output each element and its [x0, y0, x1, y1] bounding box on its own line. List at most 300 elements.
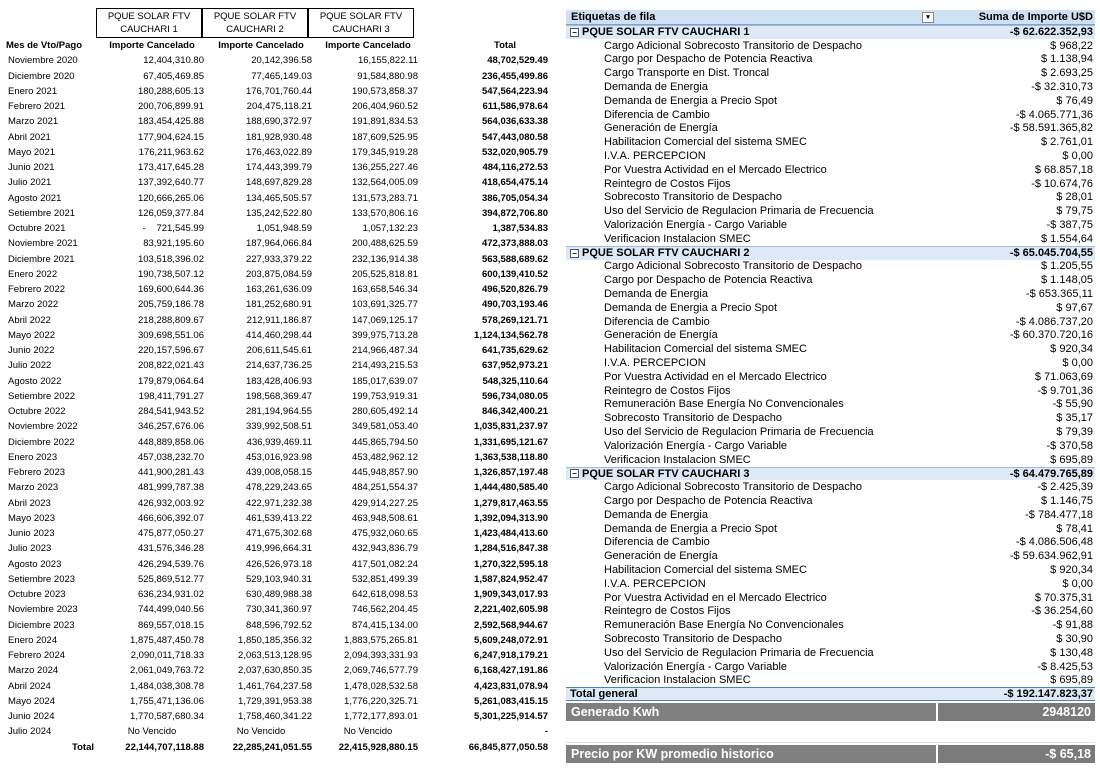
collapse-icon[interactable]: − — [570, 28, 579, 37]
month-cell[interactable]: Octubre 2022 — [8, 406, 66, 418]
total-cell[interactable]: 1,326,857,197.48 — [474, 467, 548, 479]
pivot-item-row[interactable] — [566, 522, 1095, 536]
month-cell[interactable]: Marzo 2024 — [8, 665, 59, 677]
col3-cell[interactable]: 199,753,919.31 — [351, 390, 418, 402]
col2-cell[interactable]: 212,911,186.87 — [246, 314, 312, 326]
pivot-item-row[interactable] — [566, 273, 1095, 287]
col3-cell[interactable]: 163,658,546.34 — [351, 284, 418, 296]
month-cell[interactable]: Octubre 2023 — [8, 589, 66, 601]
grand-total-value[interactable]: -$ 192.147.823,37 — [1003, 688, 1093, 701]
pivot-item-row[interactable] — [566, 508, 1095, 522]
total-cell[interactable]: 490,703,193.46 — [481, 299, 548, 311]
row-labels-header[interactable]: Etiquetas de fila — [571, 11, 656, 23]
total-cell[interactable]: 1,423,484,413.60 — [474, 528, 548, 540]
col3-cell[interactable]: 179,345,919.28 — [351, 146, 418, 158]
col3-cell[interactable]: 214,493,215.53 — [351, 360, 418, 372]
col2-cell[interactable]: 203,875,084.59 — [245, 268, 312, 280]
total-cell[interactable]: - — [544, 726, 548, 738]
total-cell[interactable]: 611,586,978.64 — [482, 101, 548, 113]
col1-cell[interactable]: 346,257,676.06 — [137, 421, 204, 433]
col2-cell[interactable]: 630,489,988.38 — [245, 589, 312, 601]
col2-cell[interactable]: No Vencido — [236, 726, 286, 738]
total-cell[interactable]: 5,609,248,072.91 — [474, 634, 548, 646]
col1-cell[interactable]: 176,211,963.62 — [138, 146, 204, 158]
month-cell[interactable]: Noviembre 2023 — [8, 604, 78, 616]
pivot-item-row[interactable] — [566, 480, 1095, 494]
col2-cell[interactable]: 227,933,379.22 — [245, 253, 312, 265]
precio-value[interactable]: -$ 65,18 — [936, 745, 1095, 763]
col3-cell[interactable]: 2,069,746,577.79 — [344, 665, 418, 677]
col2-cell[interactable]: 419,996,664.31 — [245, 543, 312, 555]
col2-cell[interactable]: 183,428,406.93 — [245, 375, 312, 387]
total-cell[interactable]: 1,363,538,118.80 — [474, 451, 548, 463]
total-cell[interactable]: 547,564,223.94 — [481, 85, 548, 97]
month-cell[interactable]: Noviembre 2020 — [8, 55, 78, 67]
col3-cell[interactable]: 1,772,177,893.01 — [344, 711, 418, 723]
pivot-item-row[interactable] — [566, 80, 1095, 94]
pivot-item-row[interactable] — [566, 618, 1095, 632]
pivot-item-row[interactable] — [566, 66, 1095, 80]
pivot-item-row[interactable] — [566, 453, 1095, 467]
total-cell[interactable]: 1,392,094,313.90 — [474, 512, 548, 524]
pivot-item-row[interactable] — [566, 411, 1095, 425]
month-cell[interactable]: Febrero 2023 — [8, 467, 66, 479]
col3-cell[interactable]: 1,883,575,265.81 — [344, 634, 418, 646]
col1-cell[interactable]: 475,877,050.27 — [137, 528, 204, 540]
month-cell[interactable]: Octubre 2021 — [8, 223, 66, 235]
pivot-item-row[interactable] — [566, 660, 1095, 674]
col1-header[interactable]: Importe Cancelado — [109, 40, 195, 52]
pivot-item-row[interactable] — [566, 494, 1095, 508]
col1-cell[interactable]: 67,405,469.85 — [143, 70, 204, 82]
col1-cell[interactable]: No Vencido — [127, 726, 177, 738]
month-cell[interactable]: Julio 2021 — [8, 177, 52, 189]
col3-cell[interactable]: 232,136,914.38 — [351, 253, 418, 265]
month-cell[interactable]: Julio 2023 — [8, 543, 52, 555]
grand-total-label[interactable]: Total general — [570, 688, 638, 701]
month-cell[interactable]: Mayo 2024 — [8, 695, 56, 707]
col3-cell[interactable]: No Vencido — [343, 726, 393, 738]
col2-header[interactable]: Importe Cancelado — [218, 40, 304, 52]
plant-header-1[interactable] — [96, 8, 202, 38]
col2-cell[interactable]: 730,341,360.97 — [245, 604, 312, 616]
total-col3[interactable]: 22,415,928,880.15 — [338, 741, 418, 753]
sum-header[interactable]: Suma de Importe U$D — [978, 11, 1093, 23]
pivot-item-row[interactable] — [566, 218, 1095, 232]
col1-cell[interactable]: 208,822,021.43 — [137, 360, 204, 372]
col2-cell[interactable]: 461,539,413.22 — [245, 512, 312, 524]
pivot-item-row[interactable] — [566, 149, 1095, 163]
pivot-item-row[interactable] — [566, 563, 1095, 577]
col3-cell[interactable]: 874,415,134.00 — [351, 619, 418, 631]
col1-cell[interactable]: 457,038,232.70 — [137, 451, 204, 463]
item-label: Uso del Servicio de Regulacion Primaria de Frecuencia — [604, 426, 874, 438]
col1-cell[interactable]: 83,921,195.60 — [143, 238, 204, 250]
col1-cell[interactable]: 744,499,040.56 — [137, 604, 204, 616]
col1-cell[interactable]: 426,932,003.92 — [137, 497, 204, 509]
month-cell[interactable]: Febrero 2021 — [8, 101, 66, 113]
col1-cell[interactable]: 441,900,281.43 — [137, 467, 204, 479]
col1-cell[interactable]: 12,404,310.80 — [143, 55, 204, 67]
col2-cell[interactable]: 439,008,058.15 — [245, 467, 312, 479]
total-label[interactable]: Total — [72, 741, 94, 753]
col1-cell[interactable]: 1,755,471,136.06 — [130, 695, 204, 707]
col2-cell[interactable]: 471,675,302.68 — [245, 528, 312, 540]
total-cell[interactable]: 394,872,706.80 — [481, 207, 548, 219]
total-cell[interactable]: 547,443,080.58 — [481, 131, 548, 143]
month-cell[interactable]: Junio 2022 — [8, 345, 55, 357]
total-cell[interactable]: 1,387,534.83 — [492, 223, 548, 235]
month-cell[interactable]: Enero 2024 — [8, 634, 58, 646]
precio-label[interactable]: Precio por KW promedio historico — [571, 747, 774, 762]
col1-cell[interactable] — [100, 223, 210, 234]
pivot-item-row[interactable] — [566, 356, 1095, 370]
col3-cell[interactable]: 432,943,836.79 — [351, 543, 418, 555]
col3-cell[interactable]: 103,691,325.77 — [351, 299, 418, 311]
col3-cell[interactable]: 746,562,204.45 — [351, 604, 418, 616]
col3-cell[interactable]: 445,865,794.50 — [351, 436, 418, 448]
col2-cell[interactable]: 2,037,630,850.35 — [238, 665, 312, 677]
pivot-item-row[interactable] — [566, 204, 1095, 218]
total-cell[interactable]: 5,261,083,415.15 — [474, 695, 548, 707]
col3-cell[interactable]: 133,570,806.16 — [351, 207, 418, 219]
month-cell[interactable]: Mayo 2021 — [8, 146, 56, 158]
col2-cell[interactable]: 148,697,829.28 — [245, 177, 312, 189]
col1-cell[interactable]: 169,600,644.36 — [137, 284, 204, 296]
pivot-item-row[interactable] — [566, 135, 1095, 149]
total-cell[interactable]: 1,587,824,952.47 — [474, 573, 548, 585]
col3-cell[interactable]: 532,851,499.39 — [351, 573, 418, 585]
total-cell[interactable]: 596,734,080.05 — [481, 390, 548, 402]
pivot-item-row[interactable] — [566, 673, 1095, 687]
col3-cell[interactable]: 445,948,857.90 — [351, 467, 418, 479]
col2-cell[interactable]: 1,850,185,356.32 — [238, 634, 312, 646]
col1-cell[interactable]: 1,875,487,450.78 — [130, 634, 204, 646]
pivot-item-row[interactable] — [566, 549, 1095, 563]
month-cell[interactable]: Junio 2023 — [8, 528, 55, 540]
col1-cell[interactable]: 120,666,265.06 — [137, 192, 204, 204]
total-cell[interactable]: 5,301,225,914.57 — [474, 711, 548, 723]
total-cell[interactable]: 1,124,134,562.78 — [474, 329, 548, 341]
total-cell[interactable]: 386,705,054.34 — [481, 192, 548, 204]
col3-cell[interactable]: 185,017,639.07 — [351, 375, 418, 387]
total-cell[interactable]: 1,270,322,595.18 — [474, 558, 548, 570]
total-column-header[interactable]: Total — [494, 40, 516, 52]
pivot-item-row[interactable] — [566, 122, 1095, 136]
col1-cell[interactable]: 218,288,809.67 — [137, 314, 204, 326]
pivot-item-row[interactable] — [566, 591, 1095, 605]
col3-cell[interactable]: 1,478,028,532.58 — [344, 680, 418, 692]
col2-cell[interactable]: 198,568,369.47 — [245, 390, 312, 402]
col1-cell[interactable]: 2,090,011,718.33 — [130, 650, 204, 662]
col3-cell[interactable]: 463,948,508.61 — [351, 512, 418, 524]
col1-cell[interactable]: 179,879,064.64 — [137, 375, 204, 387]
total-cell[interactable]: 600,139,410.52 — [481, 268, 548, 280]
generado-label[interactable]: Generado Kwh — [571, 705, 660, 720]
col2-cell[interactable]: 214,637,736.25 — [245, 360, 312, 372]
month-cell[interactable]: Abril 2024 — [8, 680, 51, 692]
col1-cell[interactable]: 137,392,640.77 — [137, 177, 204, 189]
month-cell[interactable]: Abril 2022 — [8, 314, 51, 326]
total-cell[interactable]: 2,221,402,605.98 — [474, 604, 548, 616]
pivot-item-row[interactable] — [566, 94, 1095, 108]
month-cell[interactable]: Febrero 2024 — [8, 650, 66, 662]
month-cell[interactable]: Diciembre 2021 — [8, 253, 75, 265]
total-cell[interactable]: 1,444,480,585.40 — [474, 482, 548, 494]
pivot-item-row[interactable] — [566, 342, 1095, 356]
total-col2[interactable]: 22,285,241,051.55 — [232, 741, 312, 753]
pivot-item-row[interactable] — [566, 108, 1095, 122]
col1-cell[interactable]: 2,061,049,763.72 — [130, 665, 204, 677]
month-cell[interactable]: Setiembre 2023 — [8, 573, 76, 585]
month-cell[interactable]: Diciembre 2020 — [8, 70, 75, 82]
col3-cell[interactable]: 205,525,818.81 — [351, 268, 418, 280]
col1-cell[interactable]: 466,606,392.07 — [137, 512, 204, 524]
col2-cell[interactable]: 1,729,391,953.38 — [238, 695, 312, 707]
plant-header-2[interactable] — [202, 8, 308, 38]
month-cell[interactable]: Setiembre 2022 — [8, 390, 76, 402]
total-cell[interactable]: 564,036,633.38 — [481, 116, 548, 128]
col1-cell[interactable]: 448,889,858.06 — [137, 436, 204, 448]
pivot-item-row[interactable] — [566, 329, 1095, 343]
month-cell[interactable]: Junio 2024 — [8, 711, 55, 723]
pivot-item-row[interactable] — [566, 398, 1095, 412]
total-cell[interactable]: 846,342,400.21 — [481, 406, 548, 418]
col1-cell[interactable]: 636,234,931.02 — [137, 589, 204, 601]
total-grand[interactable]: 66,845,877,050.58 — [468, 741, 548, 753]
col3-cell[interactable]: 1,057,132.23 — [362, 223, 418, 235]
total-cell[interactable]: 578,269,121.71 — [481, 314, 548, 326]
col1-cell[interactable]: 200,706,899.91 — [137, 101, 204, 113]
col2-cell[interactable]: 188,690,372.97 — [245, 116, 312, 128]
col3-cell[interactable]: 475,932,060.65 — [351, 528, 418, 540]
col1-cell[interactable]: 183,454,425.88 — [137, 116, 204, 128]
col1-cell[interactable]: 869,557,018.15 — [137, 619, 204, 631]
col1-cell[interactable]: 180,288,605.13 — [137, 85, 204, 97]
pivot-item-row[interactable] — [566, 287, 1095, 301]
pivot-item-row[interactable] — [566, 39, 1095, 53]
month-cell[interactable]: Abril 2021 — [8, 131, 51, 143]
col2-cell[interactable]: 339,992,508.51 — [245, 421, 312, 433]
month-cell[interactable]: Julio 2022 — [8, 360, 52, 372]
pivot-item-row[interactable] — [566, 604, 1095, 618]
pivot-item-row[interactable] — [566, 232, 1095, 246]
col3-cell[interactable]: 417,501,082.24 — [351, 558, 418, 570]
total-cell[interactable]: 1,331,695,121.67 — [474, 436, 548, 448]
month-column-header[interactable]: Mes de Vto/Pago — [6, 40, 83, 52]
month-cell[interactable]: Agosto 2022 — [8, 375, 62, 387]
col2-cell[interactable]: 2,063,513,128.95 — [238, 650, 312, 662]
pivot-item-row[interactable] — [566, 163, 1095, 177]
col2-cell[interactable]: 181,928,930.48 — [245, 131, 312, 143]
plant-header-3[interactable] — [308, 8, 414, 38]
col1-cell[interactable]: 198,411,791.27 — [138, 390, 204, 402]
col2-cell[interactable]: 1,051,948.59 — [256, 223, 312, 235]
col2-cell[interactable]: 181,252,680.91 — [245, 299, 312, 311]
col2-cell[interactable]: 77,465,149.03 — [251, 70, 312, 82]
pivot-item-row[interactable] — [566, 384, 1095, 398]
pivot-group-row[interactable] — [566, 246, 1095, 260]
pivot-item-row[interactable] — [566, 315, 1095, 329]
month-cell[interactable]: Agosto 2023 — [8, 558, 62, 570]
month-cell[interactable]: Noviembre 2021 — [8, 238, 78, 250]
col3-cell[interactable]: 131,573,283.71 — [351, 192, 418, 204]
collapse-icon[interactable]: − — [570, 249, 579, 258]
pivot-item-row[interactable] — [566, 301, 1095, 315]
month-cell[interactable]: Enero 2021 — [8, 85, 58, 97]
month-cell[interactable]: Marzo 2023 — [8, 482, 59, 494]
month-cell[interactable]: Setiembre 2021 — [8, 207, 76, 219]
total-cell[interactable]: 1,035,831,237.97 — [474, 421, 548, 433]
total-cell[interactable]: 641,735,629.62 — [481, 345, 548, 357]
total-cell[interactable]: 6,247,918,179.21 — [474, 650, 548, 662]
col1-cell[interactable]: 126,059,377.84 — [137, 207, 204, 219]
col2-cell[interactable]: 453,016,923.98 — [245, 451, 312, 463]
total-cell[interactable]: 496,520,826.79 — [481, 284, 548, 296]
pivot-item-row[interactable] — [566, 191, 1095, 205]
month-cell[interactable]: Febrero 2022 — [8, 284, 66, 296]
col3-cell[interactable]: 2,094,393,331.93 — [344, 650, 418, 662]
col2-cell[interactable]: 422,971,232.38 — [245, 497, 312, 509]
col2-cell[interactable]: 135,242,522.80 — [245, 207, 312, 219]
total-cell[interactable]: 236,455,499.86 — [481, 70, 548, 82]
col2-cell[interactable]: 176,701,760.44 — [245, 85, 312, 97]
pivot-item-row[interactable] — [566, 535, 1095, 549]
col1-cell[interactable]: 103,518,396.02 — [137, 253, 204, 265]
col1-cell[interactable]: 284,541,943.52 — [137, 406, 204, 418]
col3-cell[interactable]: 214,966,487.34 — [351, 345, 418, 357]
col2-cell[interactable]: 529,103,940.31 — [245, 573, 312, 585]
col1-cell[interactable]: 220,157,596.67 — [137, 345, 204, 357]
col2-cell[interactable]: 436,939,469.11 — [246, 436, 312, 448]
col2-cell[interactable]: 187,964,066.84 — [245, 238, 312, 250]
total-cell[interactable]: 484,116,272.53 — [482, 162, 548, 174]
collapse-icon[interactable]: − — [570, 469, 579, 478]
col2-cell[interactable]: 176,463,022.89 — [245, 146, 312, 158]
total-cell[interactable]: 48,702,529.49 — [487, 55, 548, 67]
total-cell[interactable]: 563,588,689.62 — [481, 253, 548, 265]
col1-cell[interactable]: 426,294,539.76 — [137, 558, 204, 570]
col1-cell[interactable]: 173,417,645.28 — [137, 162, 204, 174]
col3-cell[interactable]: 91,584,880.98 — [357, 70, 418, 82]
col2-cell[interactable]: 848,596,792.52 — [245, 619, 312, 631]
pivot-item-row[interactable] — [566, 646, 1095, 660]
col2-cell[interactable]: 163,261,636.09 — [245, 284, 312, 296]
month-cell[interactable]: Agosto 2021 — [8, 192, 62, 204]
col3-cell[interactable]: 484,251,554.37 — [351, 482, 418, 494]
col3-cell[interactable]: 349,581,053.40 — [351, 421, 418, 433]
pivot-item-row[interactable] — [566, 425, 1095, 439]
pivot-item-row[interactable] — [566, 632, 1095, 646]
pivot-group-row[interactable] — [566, 467, 1095, 481]
month-cell[interactable]: Marzo 2022 — [8, 299, 59, 311]
month-cell[interactable]: Diciembre 2023 — [8, 619, 75, 631]
col3-cell[interactable]: 399,975,713.28 — [351, 329, 418, 341]
col3-cell[interactable]: 642,618,098.53 — [351, 589, 418, 601]
total-cell[interactable]: 2,592,568,944.67 — [474, 619, 548, 631]
filter-dropdown-icon[interactable]: ▾ — [922, 12, 934, 23]
col3-cell[interactable]: 190,573,858.37 — [351, 85, 418, 97]
month-cell[interactable]: Julio 2024 — [8, 726, 52, 738]
col3-cell[interactable]: 429,914,227.25 — [351, 497, 418, 509]
col2-cell[interactable]: 20,142,396.58 — [251, 55, 312, 67]
month-cell[interactable]: Noviembre 2022 — [8, 421, 78, 433]
col3-cell[interactable]: 147,069,125.17 — [351, 314, 418, 326]
col1-cell[interactable]: 177,904,624.15 — [137, 131, 204, 143]
col1-cell[interactable]: 205,759,186.78 — [137, 299, 204, 311]
empty-row[interactable] — [566, 723, 1095, 743]
col2-cell[interactable]: 204,475,118.21 — [246, 101, 312, 113]
col1-cell[interactable]: 1,770,587,680.34 — [130, 711, 204, 723]
pivot-item-row[interactable] — [566, 577, 1095, 591]
total-cell[interactable]: 1,284,516,847.38 — [474, 543, 548, 555]
generado-value[interactable]: 2948120 — [936, 703, 1095, 721]
col2-cell[interactable]: 1,758,460,341.22 — [238, 711, 312, 723]
total-cell[interactable]: 1,909,343,017.93 — [474, 589, 548, 601]
month-cell[interactable]: Mayo 2023 — [8, 512, 56, 524]
month-cell[interactable]: Marzo 2021 — [8, 116, 59, 128]
col2-cell[interactable]: 426,526,973.18 — [245, 558, 312, 570]
col3-cell[interactable]: 136,255,227.46 — [351, 162, 418, 174]
col3-cell[interactable]: 206,404,960.52 — [351, 101, 418, 113]
pivot-item-row[interactable] — [566, 177, 1095, 191]
pivot-group-row[interactable] — [566, 25, 1095, 39]
col2-cell[interactable]: 1,461,764,237.58 — [238, 680, 312, 692]
total-cell[interactable]: 548,325,110.64 — [482, 375, 548, 387]
col3-cell[interactable]: 280,605,492.14 — [351, 406, 418, 418]
pivot-item-row[interactable] — [566, 370, 1095, 384]
month-cell[interactable]: Enero 2022 — [8, 268, 58, 280]
col1-cell[interactable]: 1,484,038,308.78 — [130, 680, 204, 692]
total-col1[interactable]: 22,144,707,118.88 — [125, 741, 204, 753]
col1-cell[interactable]: 481,999,787.38 — [137, 482, 204, 494]
month-cell[interactable]: Junio 2021 — [8, 162, 55, 174]
total-cell[interactable]: 4,423,831,078.94 — [474, 680, 548, 692]
col3-cell[interactable]: 453,482,962.12 — [351, 451, 418, 463]
month-cell[interactable]: Abril 2023 — [8, 497, 51, 509]
pivot-item-row[interactable] — [566, 439, 1095, 453]
total-cell[interactable]: 637,952,973.21 — [481, 360, 548, 372]
col2-cell[interactable]: 134,465,505.57 — [245, 192, 312, 204]
total-cell[interactable]: 6,168,427,191.86 — [474, 665, 548, 677]
col2-cell[interactable]: 206,611,545.61 — [246, 345, 312, 357]
col2-cell[interactable]: 174,443,399.79 — [245, 162, 312, 174]
month-cell[interactable]: Diciembre 2022 — [8, 436, 75, 448]
col3-cell[interactable]: 200,488,625.59 — [351, 238, 418, 250]
month-cell[interactable]: Enero 2023 — [8, 451, 58, 463]
pivot-item-row[interactable] — [566, 260, 1095, 274]
col1-cell[interactable]: 431,576,346.28 — [137, 543, 204, 555]
total-cell[interactable]: 532,020,905.79 — [481, 146, 548, 158]
col2-cell[interactable]: 414,460,298.44 — [245, 329, 312, 341]
col1-cell[interactable]: 309,698,551.06 — [137, 329, 204, 341]
col3-cell[interactable]: 132,564,005.09 — [351, 177, 418, 189]
col3-header[interactable]: Importe Cancelado — [325, 40, 411, 52]
col3-cell[interactable]: 16,155,822.11 — [357, 55, 418, 67]
col1-cell[interactable]: 525,869,512.77 — [137, 573, 204, 585]
col2-cell[interactable]: 281,194,964.55 — [245, 406, 312, 418]
col3-cell[interactable]: 187,609,525.95 — [351, 131, 418, 143]
pivot-item-row[interactable] — [566, 53, 1095, 67]
total-cell[interactable]: 1,279,817,463.55 — [474, 497, 548, 509]
col2-cell[interactable]: 478,229,243.65 — [245, 482, 312, 494]
total-cell[interactable]: 472,373,888.03 — [481, 238, 548, 250]
col1-cell[interactable]: 190,738,507.12 — [137, 268, 204, 280]
col3-cell[interactable]: 1,776,220,325.71 — [344, 695, 418, 707]
col3-cell[interactable]: 191,891,834.53 — [351, 116, 418, 128]
month-cell[interactable]: Mayo 2022 — [8, 329, 56, 341]
total-cell[interactable]: 418,654,475.14 — [481, 177, 548, 189]
